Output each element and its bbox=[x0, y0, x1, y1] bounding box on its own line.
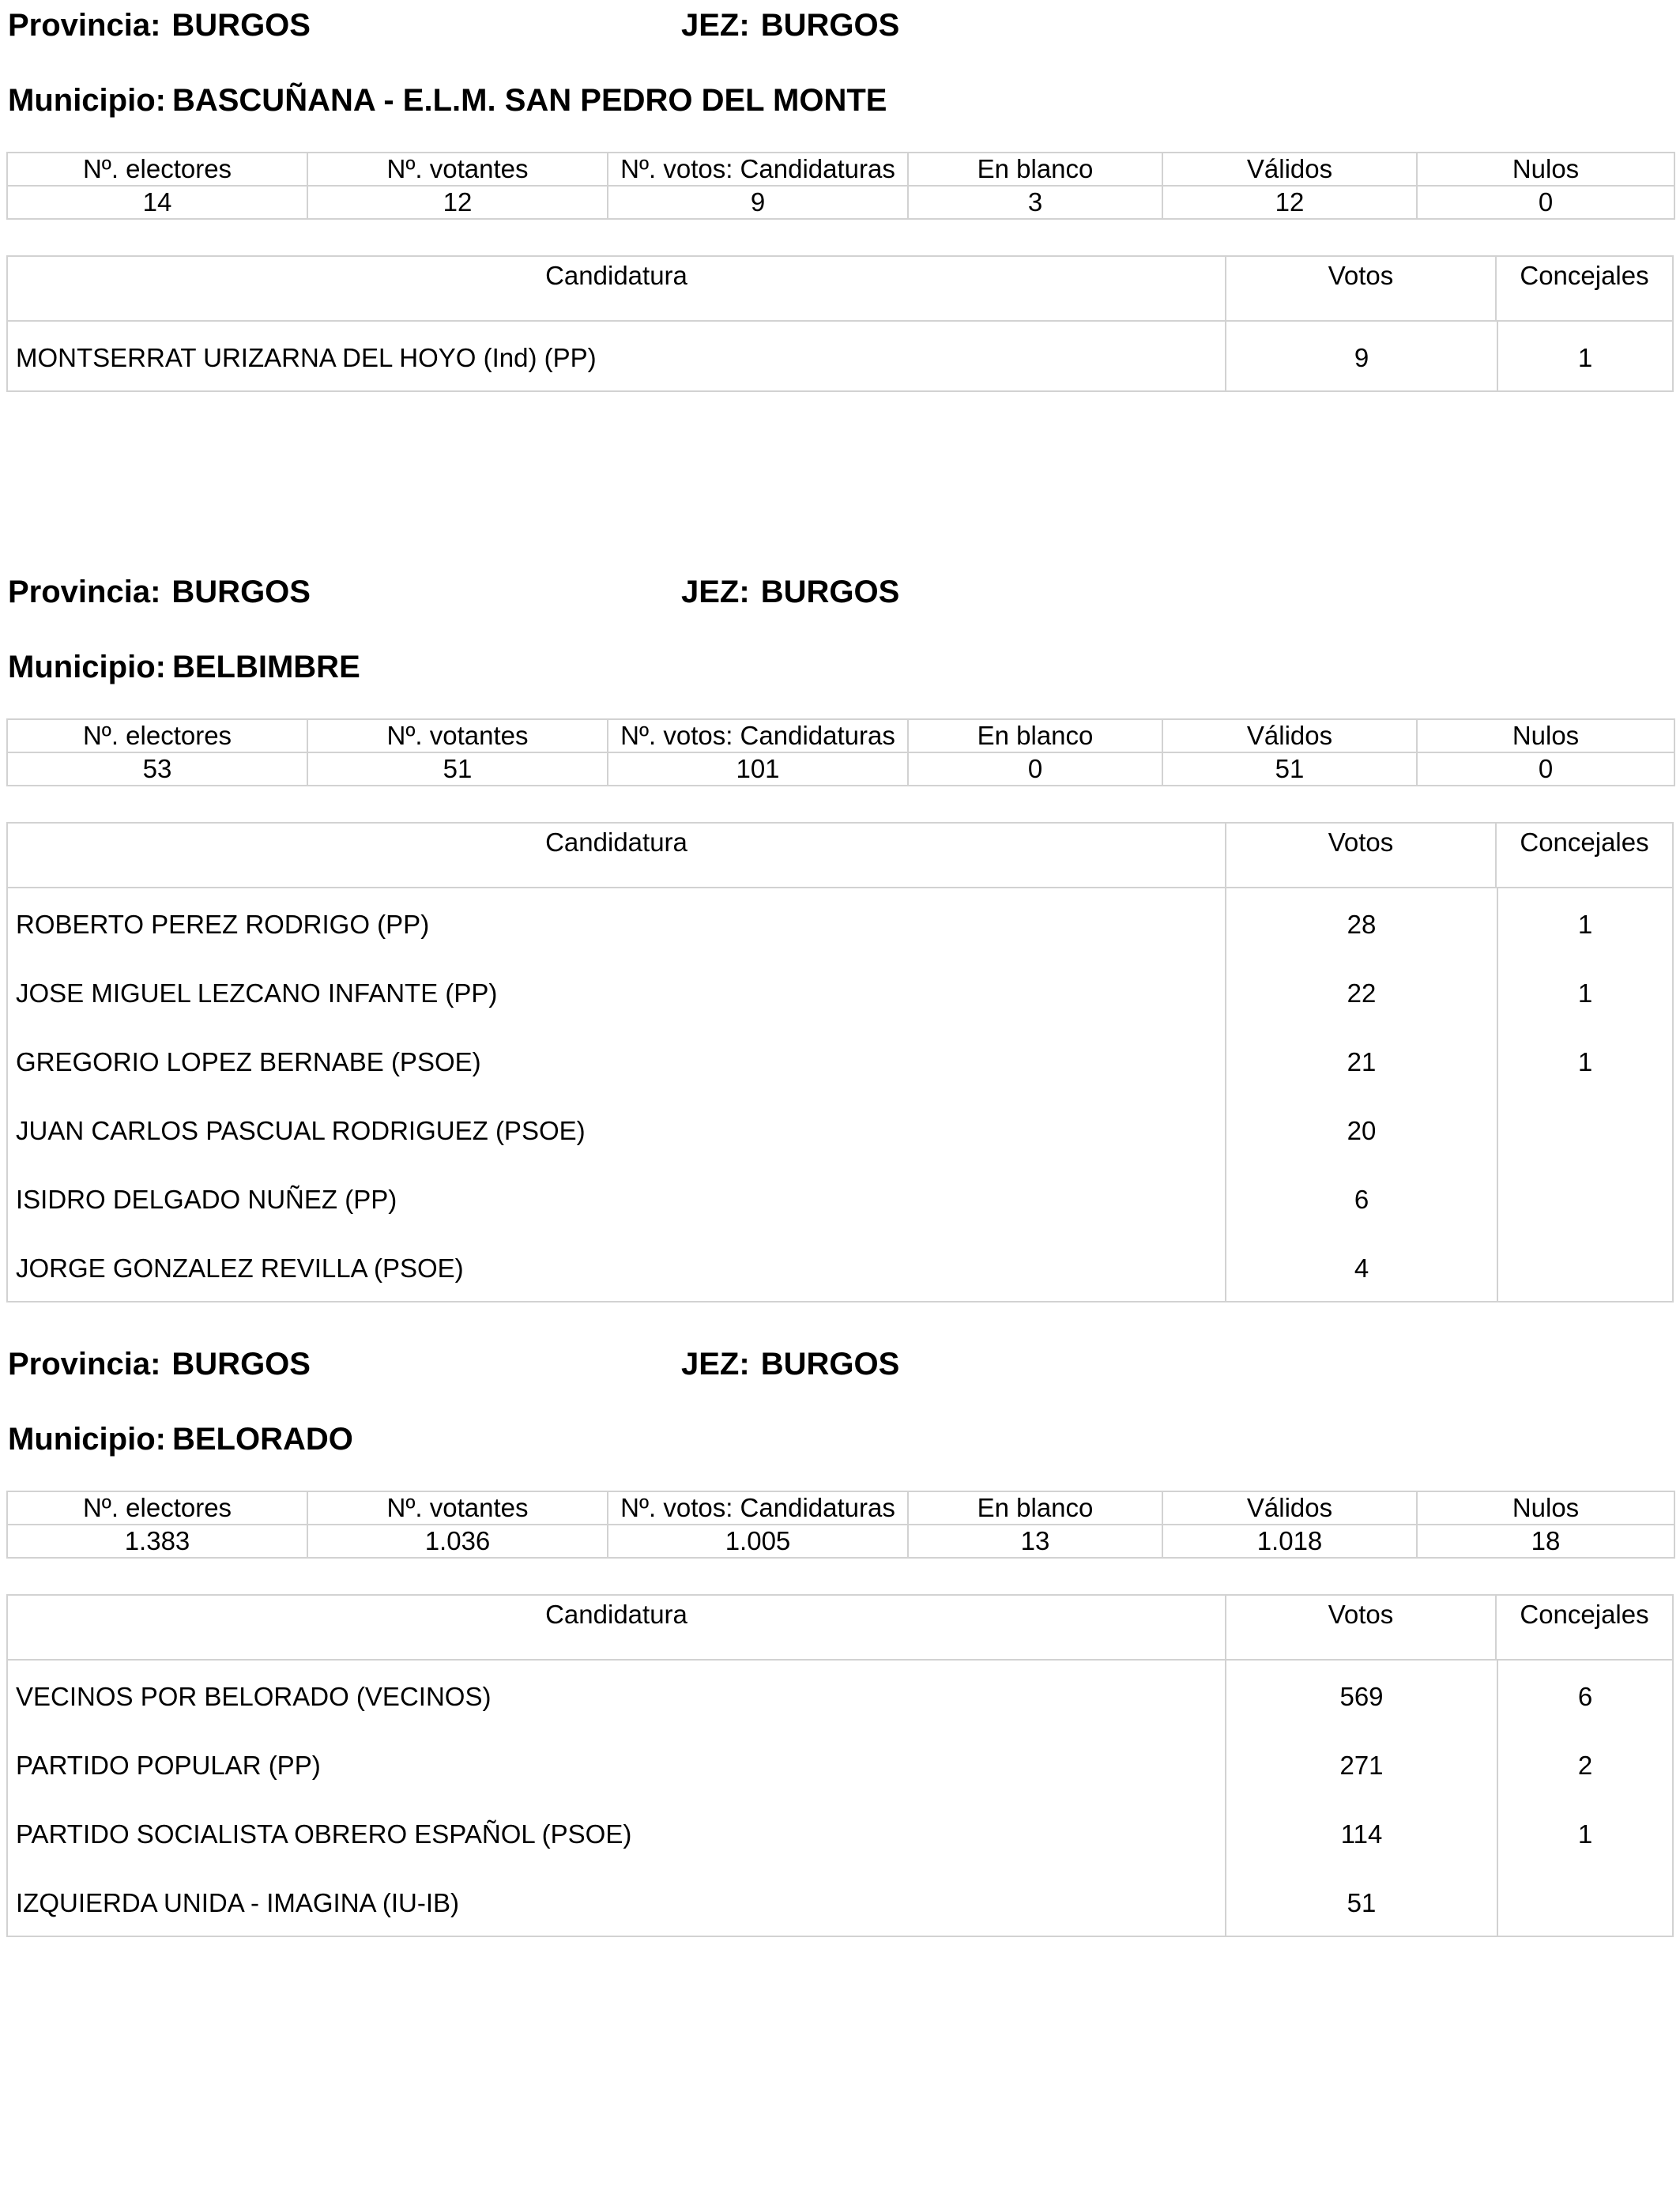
en-blanco-value: 3 bbox=[908, 186, 1162, 219]
col-candidatura: Candidatura bbox=[545, 827, 687, 857]
jez-value: BURGOS bbox=[760, 8, 900, 43]
col-votantes: Nº. votantes bbox=[307, 719, 608, 752]
votos-column bbox=[1225, 322, 1497, 390]
candidatura-votos: 569 bbox=[1339, 1682, 1384, 1711]
en-blanco-value: 13 bbox=[908, 1525, 1162, 1558]
concejales-column bbox=[1497, 322, 1672, 390]
candidatura-column bbox=[8, 888, 1225, 1301]
jez-header bbox=[681, 6, 899, 44]
votos-column bbox=[1225, 888, 1497, 1301]
jez-label: JEZ: bbox=[681, 1347, 750, 1382]
provincia-header bbox=[8, 573, 311, 611]
col-concejales: Concejales bbox=[1495, 257, 1672, 320]
jez-label: JEZ: bbox=[681, 575, 750, 609]
candidatura-votos: 6 bbox=[1354, 1185, 1369, 1214]
municipio-header bbox=[8, 648, 360, 686]
provincia-value: BURGOS bbox=[171, 8, 311, 43]
candidatura-votos: 114 bbox=[1340, 1819, 1383, 1849]
candidaturas-body bbox=[8, 322, 1672, 390]
candidatura-concejales: 1 bbox=[1577, 1819, 1593, 1849]
col-votantes: Nº. votantes bbox=[307, 153, 608, 186]
col-validos: Válidos bbox=[1162, 719, 1417, 752]
col-en-blanco: En blanco bbox=[908, 1491, 1162, 1525]
nulos-value: 18 bbox=[1417, 1525, 1674, 1558]
candidatura-votos: 271 bbox=[1339, 1751, 1384, 1780]
votos-candidaturas-value: 1.005 bbox=[608, 1525, 908, 1558]
col-votantes: Nº. votantes bbox=[307, 1491, 608, 1525]
municipio-label: Municipio: bbox=[8, 1422, 166, 1457]
col-concejales: Concejales bbox=[1495, 1596, 1672, 1659]
candidatura-concejales: 1 bbox=[1577, 978, 1593, 1008]
jez-label: JEZ: bbox=[681, 8, 750, 43]
validos-value: 1.018 bbox=[1162, 1525, 1417, 1558]
candidatura-votos: 9 bbox=[1354, 343, 1369, 372]
provincia-label: Provincia: bbox=[8, 1347, 161, 1382]
candidatura-concejales bbox=[1498, 1867, 1672, 1936]
candidatura-column bbox=[8, 322, 1225, 390]
jez-value: BURGOS bbox=[760, 575, 900, 609]
provincia-header bbox=[8, 6, 311, 44]
summary-value-row bbox=[7, 186, 1674, 219]
provincia-header bbox=[8, 1345, 311, 1383]
col-electores: Nº. electores bbox=[7, 719, 307, 752]
col-validos: Válidos bbox=[1162, 153, 1417, 186]
col-candidatura: Candidatura bbox=[545, 1600, 687, 1629]
provincia-label: Provincia: bbox=[8, 8, 161, 43]
col-nulos: Nulos bbox=[1417, 1491, 1674, 1525]
candidaturas-header-row bbox=[8, 1596, 1672, 1661]
candidatura-concejales: 1 bbox=[1577, 1047, 1593, 1076]
col-votos-candidaturas: Nº. votos: Candidaturas bbox=[608, 1491, 908, 1525]
votos-candidaturas-value: 9 bbox=[608, 186, 908, 219]
col-en-blanco: En blanco bbox=[908, 153, 1162, 186]
electores-value: 1.383 bbox=[7, 1525, 307, 1558]
jez-header bbox=[681, 573, 899, 611]
summary-header-row bbox=[7, 719, 1674, 752]
candidatura-votos: 4 bbox=[1354, 1253, 1369, 1283]
municipio-value: BASCUÑANA - E.L.M. SAN PEDRO DEL MONTE bbox=[171, 83, 887, 118]
summary-table bbox=[6, 152, 1675, 220]
candidaturas-body bbox=[8, 1661, 1672, 1936]
jez-header bbox=[681, 1345, 899, 1383]
candidatura-name: ISIDRO DELGADO NUÑEZ (PP) bbox=[16, 1185, 397, 1214]
col-votos: Votos bbox=[1225, 1596, 1495, 1659]
candidatura-votos: 20 bbox=[1347, 1116, 1377, 1145]
candidatura-concejales: 1 bbox=[1577, 343, 1593, 372]
municipio-value: BELORADO bbox=[171, 1422, 353, 1457]
votantes-value: 12 bbox=[307, 186, 608, 219]
col-electores: Nº. electores bbox=[7, 1491, 307, 1525]
provincia-value: BURGOS bbox=[171, 1347, 311, 1382]
municipio-header bbox=[8, 1420, 353, 1458]
candidaturas-table bbox=[6, 255, 1674, 392]
validos-value: 51 bbox=[1162, 752, 1417, 786]
municipio-label: Municipio: bbox=[8, 650, 166, 684]
summary-header-row bbox=[7, 153, 1674, 186]
candidatura-name: JORGE GONZALEZ REVILLA (PSOE) bbox=[16, 1253, 464, 1283]
votantes-value: 51 bbox=[307, 752, 608, 786]
concejales-column bbox=[1497, 1661, 1672, 1936]
en-blanco-value: 0 bbox=[908, 752, 1162, 786]
candidatura-concejales: 6 bbox=[1577, 1682, 1593, 1711]
votos-candidaturas-value: 101 bbox=[608, 752, 908, 786]
candidaturas-header-row bbox=[8, 824, 1672, 888]
col-validos: Válidos bbox=[1162, 1491, 1417, 1525]
electores-value: 53 bbox=[7, 752, 307, 786]
candidatura-votos: 51 bbox=[1347, 1888, 1377, 1917]
votantes-value: 1.036 bbox=[307, 1525, 608, 1558]
summary-table bbox=[6, 718, 1675, 786]
summary-value-row bbox=[7, 752, 1674, 786]
votos-column bbox=[1225, 1661, 1497, 1936]
candidatura-votos: 21 bbox=[1347, 1047, 1377, 1076]
summary-table bbox=[6, 1491, 1675, 1559]
candidatura-name: MONTSERRAT URIZARNA DEL HOYO (Ind) (PP) bbox=[16, 343, 597, 372]
summary-header-row bbox=[7, 1491, 1674, 1525]
col-votos: Votos bbox=[1225, 257, 1495, 320]
candidatura-concejales: 2 bbox=[1577, 1751, 1593, 1780]
candidatura-concejales bbox=[1498, 1163, 1672, 1232]
candidatura-votos: 28 bbox=[1347, 910, 1377, 939]
candidaturas-body bbox=[8, 888, 1672, 1301]
candidatura-name: ROBERTO PEREZ RODRIGO (PP) bbox=[16, 910, 430, 939]
provincia-value: BURGOS bbox=[171, 575, 311, 609]
candidaturas-table bbox=[6, 1594, 1674, 1937]
col-en-blanco: En blanco bbox=[908, 719, 1162, 752]
candidatura-name: GREGORIO LOPEZ BERNABE (PSOE) bbox=[16, 1047, 481, 1076]
col-candidatura: Candidatura bbox=[545, 261, 687, 290]
concejales-column bbox=[1497, 888, 1672, 1301]
electores-value: 14 bbox=[7, 186, 307, 219]
validos-value: 12 bbox=[1162, 186, 1417, 219]
nulos-value: 0 bbox=[1417, 752, 1674, 786]
municipio-header bbox=[8, 81, 887, 119]
candidatura-column bbox=[8, 1661, 1225, 1936]
col-votos-candidaturas: Nº. votos: Candidaturas bbox=[608, 153, 908, 186]
municipio-value: BELBIMBRE bbox=[171, 650, 360, 684]
col-electores: Nº. electores bbox=[7, 153, 307, 186]
candidatura-name: VECINOS POR BELORADO (VECINOS) bbox=[16, 1682, 492, 1711]
col-votos-candidaturas: Nº. votos: Candidaturas bbox=[608, 719, 908, 752]
col-votos: Votos bbox=[1225, 824, 1495, 887]
candidatura-name: IZQUIERDA UNIDA - IMAGINA (IU-IB) bbox=[16, 1888, 460, 1917]
candidaturas-header-row bbox=[8, 257, 1672, 322]
candidatura-name: PARTIDO POPULAR (PP) bbox=[16, 1751, 321, 1780]
candidatura-name: PARTIDO SOCIALISTA OBRERO ESPAÑOL (PSOE) bbox=[16, 1819, 632, 1849]
candidatura-votos: 22 bbox=[1347, 978, 1377, 1008]
candidatura-concejales bbox=[1498, 1095, 1672, 1163]
candidatura-concejales: 1 bbox=[1577, 910, 1593, 939]
candidatura-concejales bbox=[1498, 1232, 1672, 1301]
jez-value: BURGOS bbox=[760, 1347, 900, 1382]
provincia-label: Provincia: bbox=[8, 575, 161, 609]
candidaturas-table bbox=[6, 822, 1674, 1302]
candidatura-name: JOSE MIGUEL LEZCANO INFANTE (PP) bbox=[16, 978, 498, 1008]
nulos-value: 0 bbox=[1417, 186, 1674, 219]
col-concejales: Concejales bbox=[1495, 824, 1672, 887]
candidatura-name: JUAN CARLOS PASCUAL RODRIGUEZ (PSOE) bbox=[16, 1116, 586, 1145]
col-nulos: Nulos bbox=[1417, 153, 1674, 186]
col-nulos: Nulos bbox=[1417, 719, 1674, 752]
municipio-label: Municipio: bbox=[8, 83, 166, 118]
summary-value-row bbox=[7, 1525, 1674, 1558]
